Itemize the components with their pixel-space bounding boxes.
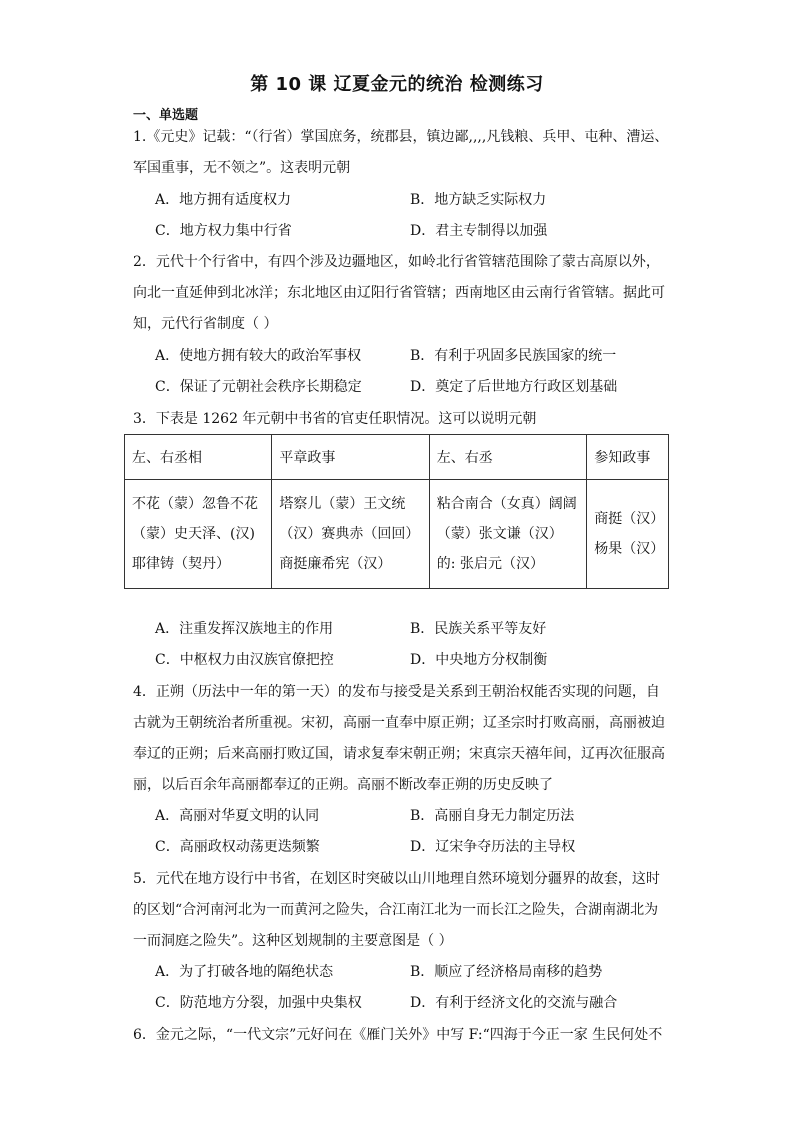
question-3-option-d[interactable]: D．中央地方分权制衡 bbox=[410, 652, 548, 668]
question-1-option-b[interactable]: B．地方缺乏实际权力 bbox=[410, 192, 547, 208]
question-5-option-d[interactable]: D．有利于经济文化的交流与融合 bbox=[410, 995, 618, 1011]
question-6-line-1: 6．金元之际，“一代文宗”元好问在《雁门关外》中写 F:“四海于今正一家 生民何处不 bbox=[133, 1027, 663, 1043]
question-4-options bbox=[155, 801, 675, 863]
table-cell: 商挺（汉）杨果（汉） bbox=[587, 480, 669, 589]
question-5-option-c[interactable]: C．防范地方分裂，加强中央集权 bbox=[155, 995, 362, 1011]
table-cell: 塔察儿（蒙）王文统（汉）赛典赤（回回）商挺廉希宪（汉） bbox=[272, 480, 429, 589]
question-1-line-2: 军国重事，无不领之”。这表明元朝 bbox=[133, 160, 351, 176]
table-header-row bbox=[125, 435, 669, 480]
question-5-options bbox=[155, 957, 675, 1019]
question-1-option-c[interactable]: C．地方权力集中行省 bbox=[155, 223, 292, 239]
question-1-option-a[interactable]: A．地方拥有适度权力 bbox=[155, 192, 292, 208]
question-1-options bbox=[155, 185, 675, 247]
question-2-option-a[interactable]: A．使地方拥有较大的政治军事权 bbox=[155, 348, 362, 364]
table-header-cell: 参知政事 bbox=[587, 435, 669, 480]
question-2-option-d[interactable]: D．奠定了后世地方行政区划基础 bbox=[410, 379, 618, 395]
question-3-line-1: 3．下表是 1262 年元朝中书省的官吏任职情况。这可以说明元朝 bbox=[133, 411, 537, 427]
question-1-stem bbox=[133, 122, 673, 184]
question-3-options bbox=[155, 614, 675, 676]
question-2-option-b[interactable]: B．有利于巩固多民族国家的统一 bbox=[410, 348, 617, 364]
question-4-line-2: 古就为王朝统治者所重视。宋初，高丽一直奉中原正朔；辽圣宗时打败高丽，高丽被迫 bbox=[133, 715, 665, 731]
table-header-cell: 左、右丞 bbox=[429, 435, 586, 480]
question-2-options bbox=[155, 341, 675, 403]
question-3-option-c[interactable]: C．中枢权力由汉族官僚把控 bbox=[155, 652, 334, 668]
section-heading: 一、单选题 bbox=[133, 108, 199, 123]
question-4-stem bbox=[133, 677, 673, 801]
table-cell: 不花（蒙）忽鲁不花（蒙）史天泽、(汉) 耶律铸（契丹） bbox=[125, 480, 272, 589]
question-6-stem bbox=[133, 1020, 673, 1051]
question-2-line-1: 2．元代十个行省中，有四个涉及边疆地区，如岭北行省管辖范围除了蒙古高原以外， bbox=[133, 254, 660, 270]
question-2-line-3: 知，元代行省制度（ ） bbox=[133, 316, 278, 332]
question-5-line-1: 5．元代在地方设行中书省，在划区时突破以山川地理自然环境划分疆界的故套，这时 bbox=[133, 871, 660, 887]
question-3-stem bbox=[133, 404, 673, 435]
question-5-option-b[interactable]: B．顺应了经济格局南移的趋势 bbox=[410, 964, 603, 980]
question-2-line-2: 向北一直延伸到北冰洋；东北地区由辽阳行省管辖；西南地区由云南行省管辖。据此可 bbox=[133, 285, 665, 301]
question-2-option-c[interactable]: C．保证了元朝社会秩序长期稳定 bbox=[155, 379, 362, 395]
question-4-option-b[interactable]: B．高丽自身无力制定历法 bbox=[410, 808, 575, 824]
table-header-cell: 平章政事 bbox=[272, 435, 429, 480]
question-5-option-a[interactable]: A．为了打破各地的隔绝状态 bbox=[155, 964, 334, 980]
question-2-stem bbox=[133, 247, 673, 340]
question-1-option-d[interactable]: D．君主专制得以加强 bbox=[410, 223, 548, 239]
table-header-cell: 左、右丞相 bbox=[125, 435, 272, 480]
table-cell: 粘合南合（女真）阔阔（蒙）张文谦（汉）的: 张启元（汉） bbox=[429, 480, 586, 589]
question-4-option-a[interactable]: A．高丽对华夏文明的认同 bbox=[155, 808, 320, 824]
question-4-line-4: 丽，以后百余年高丽都奉辽的正朔。高丽不断改奉正朔的历史反映了 bbox=[133, 777, 553, 793]
question-4-option-d[interactable]: D．辽宋争夺历法的主导权 bbox=[410, 839, 576, 855]
question-4-line-1: 4．正朔（历法中一年的第一天）的发布与接受是关系到王朝治权能否实现的问题，自 bbox=[133, 684, 660, 700]
question-5-line-2: 的区划“合河南河北为一而黄河之险失，合江南江北为一而长江之险失，合湖南湖北为 bbox=[133, 902, 659, 918]
table-row bbox=[125, 480, 669, 589]
question-3-option-a[interactable]: A．注重发挥汉族地主的作用 bbox=[155, 621, 334, 637]
question-1-line-1: 1.《元史》记载：“（行省）掌国庶务，统郡县，镇边鄙,,,,凡钱粮、兵甲、屯种、漕运、 bbox=[133, 129, 669, 145]
question-3-option-b[interactable]: B．民族关系平等友好 bbox=[410, 621, 547, 637]
official-appointment-table bbox=[124, 434, 669, 589]
question-5-stem bbox=[133, 864, 673, 957]
question-4-line-3: 奉辽的正朔；后来高丽打败辽国，请求复奉宋朝正朔；宋真宗天禧年间，辽再次征服高 bbox=[133, 746, 665, 762]
question-5-line-3: 一而洞庭之险失”。这种区划规制的主要意图是（ ） bbox=[133, 933, 453, 949]
page-title: 第 10 课 辽夏金元的统治 检测练习 bbox=[250, 74, 544, 95]
question-4-option-c[interactable]: C．高丽政权动荡更迭频繁 bbox=[155, 839, 320, 855]
